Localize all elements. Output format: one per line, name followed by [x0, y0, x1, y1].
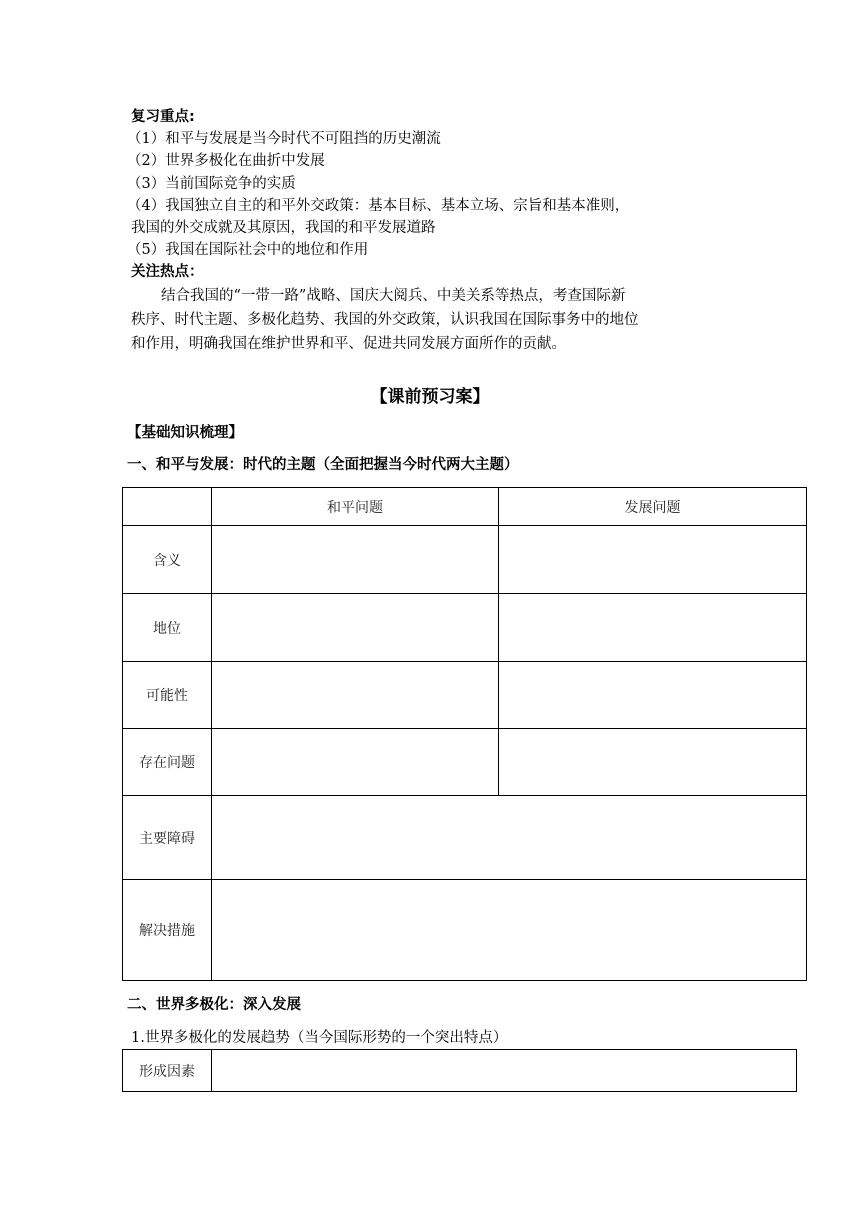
- multipolarity-table: [122, 1049, 797, 1092]
- review-focus-item: 我国的外交成就及其原因，我国的和平发展道路: [131, 220, 436, 236]
- row-label: 地位: [123, 594, 212, 662]
- table-row: [123, 729, 807, 796]
- table-row: [123, 662, 807, 729]
- hot-topics-line: 结合我国的“一带一路”战略、国庆大阅兵、中美关系等热点，考查国际新: [161, 288, 626, 304]
- basics-heading: 【基础知识梳理】: [127, 425, 243, 441]
- answer-cell[interactable]: [212, 1050, 797, 1092]
- row-label: 可能性: [123, 662, 212, 729]
- section2-subheading: 1.世界多极化的发展趋势（当今国际形势的一个突出特点）: [131, 1030, 508, 1046]
- answer-cell[interactable]: [499, 729, 807, 796]
- answer-cell[interactable]: [499, 526, 807, 594]
- row-label: 主要障碍: [123, 796, 212, 880]
- table-corner-cell: [123, 488, 212, 526]
- peace-development-table: [122, 487, 807, 981]
- hot-topics-line: 和作用，明确我国在维护世界和平、促进共同发展方面所作的贡献。: [131, 336, 566, 352]
- review-focus-item: （1）和平与发展是当今时代不可阻挡的历史潮流: [127, 131, 441, 147]
- answer-cell[interactable]: [499, 662, 807, 729]
- answer-cell[interactable]: [499, 594, 807, 662]
- review-focus-item: （5）我国在国际社会中的地位和作用: [127, 242, 369, 258]
- hot-topics-heading: 关注热点：: [131, 264, 204, 280]
- row-label: 存在问题: [123, 729, 212, 796]
- row-label: 含义: [123, 526, 212, 594]
- table-row: [123, 796, 807, 880]
- table-row: [123, 594, 807, 662]
- answer-cell[interactable]: [212, 526, 499, 594]
- preview-title: 【课前预习案】: [370, 387, 490, 407]
- review-focus-item: （3）当前国际竞争的实质: [127, 176, 296, 192]
- hot-topics-line: 秩序、时代主题、多极化趋势、我国的外交政策，认识我国在国际事务中的地位: [131, 312, 639, 328]
- review-focus-heading: 复习重点:: [131, 109, 195, 125]
- section2-heading: 二、世界多极化：深入发展: [127, 997, 301, 1013]
- row-label: 解决措施: [123, 880, 212, 981]
- review-focus-item: （2）世界多极化在曲折中发展: [127, 153, 325, 169]
- section1-heading: 一、和平与发展：时代的主题（全面把握当今时代两大主题）: [127, 457, 519, 473]
- column-header-peace: 和平问题: [212, 488, 499, 526]
- table-header-row: [123, 488, 807, 526]
- review-focus-item: （4）我国独立自主的和平外交政策：基本目标、基本立场、宗旨和基本准则，: [127, 198, 630, 214]
- answer-cell[interactable]: [212, 594, 499, 662]
- table-row: [123, 880, 807, 981]
- row-label: 形成因素: [123, 1050, 212, 1092]
- answer-cell[interactable]: [212, 729, 499, 796]
- column-header-development: 发展问题: [499, 488, 807, 526]
- answer-cell[interactable]: [212, 796, 807, 880]
- table-row: [123, 1050, 797, 1092]
- table-row: [123, 526, 807, 594]
- answer-cell[interactable]: [212, 880, 807, 981]
- answer-cell[interactable]: [212, 662, 499, 729]
